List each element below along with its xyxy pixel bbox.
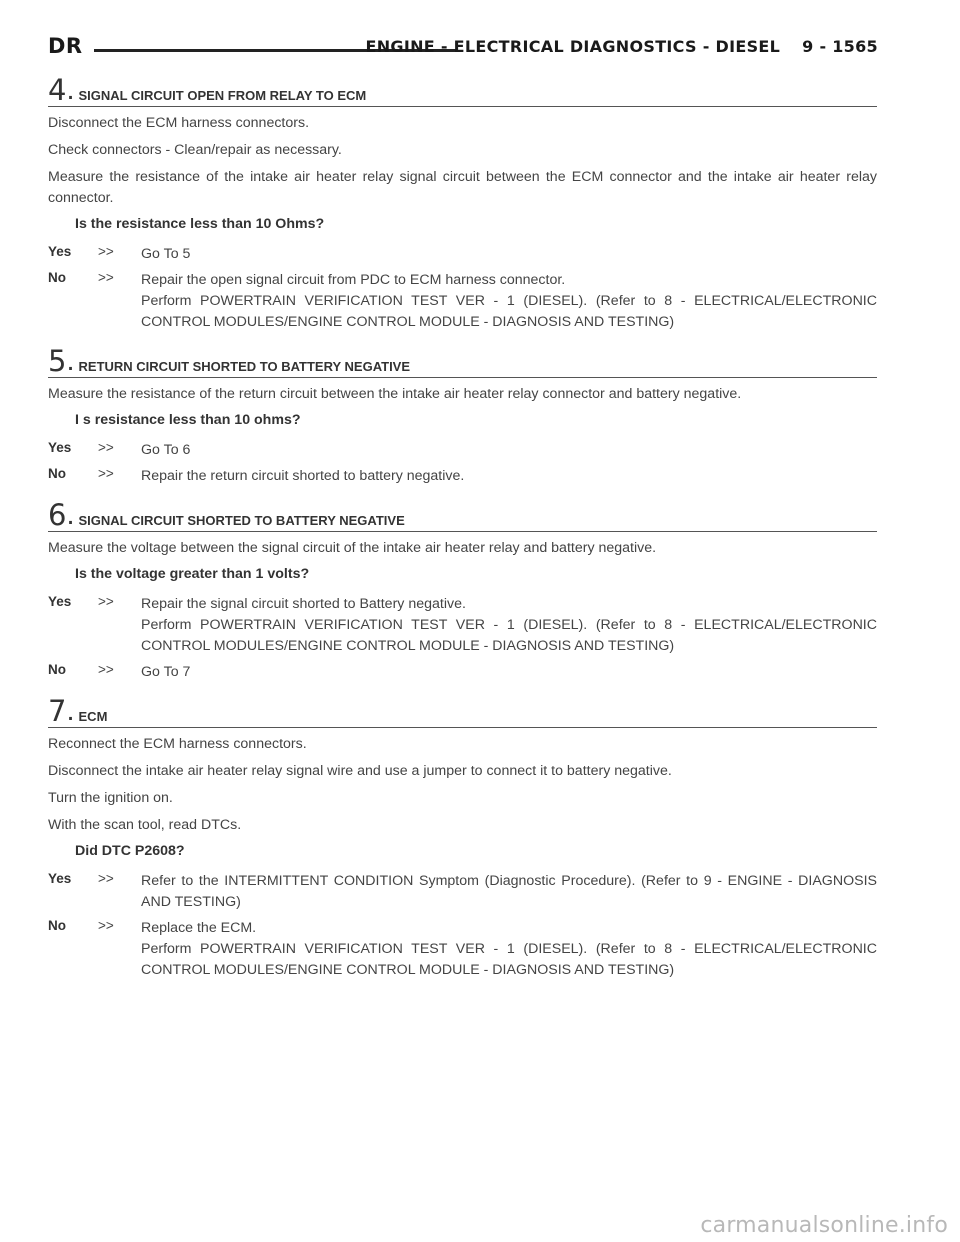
instruction-text: With the scan tool, read DTCs. [48,817,242,833]
test-question: Is the resistance less than 10 Ohms? [75,216,325,232]
step-section [48,498,877,697]
answer-body [141,591,877,657]
step-heading [48,498,877,532]
answer-line: Go To 6 [141,442,191,458]
step-section [48,344,877,501]
step-section [48,73,877,347]
answer-line: Repair the return circuit shorted to battery negative. [141,468,465,484]
step-title: SIGNAL CIRCUIT SHORTED TO BATTERY NEGATIVE [78,513,405,528]
answer-row [48,591,877,657]
step-number-dot: . [66,695,75,727]
answer-key: Yes [48,871,72,886]
step-heading [48,73,877,107]
answer-line: Perform POWERTRAIN VERIFICATION TEST VER - 1 (DIESEL). (Refer to 8 - ELECTRICAL/ELECTRONIC CONTROL MODULES/ENGINE CONTROL MODULE - DIAGNOSIS AND TESTING) [141,293,877,330]
answer-arrow: >> [98,662,114,677]
answer-key: Yes [48,244,72,259]
instruction-text: Disconnect the ECM harness connectors. [48,115,310,131]
instruction-text: Reconnect the ECM harness connectors. [48,736,307,752]
answer-line: Refer to the INTERMITTENT CONDITION Symptom (Diagnostic Procedure). (Refer to 9 - ENGINE - DIAGNOSIS AND TESTING) [141,873,877,910]
instruction-text: Disconnect the intake air heater relay signal wire and use a jumper to connect it to battery negative. [48,763,672,779]
answer-row [48,241,877,265]
answer-body [141,463,877,487]
test-question: Is the voltage greater than 1 volts? [75,566,310,582]
watermark-text: carmanualsonline.info [700,1213,948,1238]
step-title: RETURN CIRCUIT SHORTED TO BATTERY NEGATIVE [78,359,411,374]
step-number-dot: . [66,499,75,531]
answer-body [141,267,877,333]
answer-arrow: >> [98,440,114,455]
instruction-text: Turn the ignition on. [48,790,173,806]
answer-body [141,915,877,981]
step-number: 6 [48,498,67,532]
answer-arrow: >> [98,871,114,886]
answer-arrow: >> [98,918,114,933]
step-number: 5 [48,344,67,378]
step-number-dot: . [66,74,75,106]
answer-row [48,437,877,461]
instruction-text: Measure the resistance of the intake air heater relay signal circuit between the ECM connector and the intake air heater relay connector. [48,169,877,206]
page-number: 9 - 1565 [802,37,878,56]
answer-body [141,241,877,265]
answer-arrow: >> [98,244,114,259]
step-title: SIGNAL CIRCUIT OPEN FROM RELAY TO ECM [78,88,367,103]
answer-arrow: >> [98,594,114,609]
answer-row [48,868,877,913]
step-number: 4 [48,73,67,107]
answer-arrow: >> [98,466,114,481]
answer-body [141,868,877,913]
answer-key: No [48,662,66,677]
step-title: ECM [78,709,108,724]
answer-line: Go To 5 [141,246,191,262]
step-section [48,694,877,995]
answer-line: Replace the ECM. [141,920,257,936]
step-heading [48,694,877,728]
manual-code: DR [48,34,83,58]
page-header [48,34,878,64]
answer-key: Yes [48,594,72,609]
answer-line: Repair the open signal circuit from PDC to ECM harness connector. [141,272,566,288]
answer-key: No [48,918,66,933]
answer-row [48,463,877,487]
answer-body [141,437,877,461]
answer-arrow: >> [98,270,114,285]
instruction-text: Measure the voltage between the signal circuit of the intake air heater relay and battery negative. [48,540,657,556]
test-question: Did DTC P2608? [75,843,185,859]
answer-line: Perform POWERTRAIN VERIFICATION TEST VER - 1 (DIESEL). (Refer to 8 - ELECTRICAL/ELECTRONIC CONTROL MODULES/ENGINE CONTROL MODULE - DIAGNOSIS AND TESTING) [141,617,877,654]
answer-row [48,659,877,683]
answer-key: Yes [48,440,72,455]
instruction-text: Check connectors - Clean/repair as necessary. [48,142,342,158]
answer-key: No [48,270,66,285]
header-title-block [365,37,878,56]
answer-line: Perform POWERTRAIN VERIFICATION TEST VER - 1 (DIESEL). (Refer to 8 - ELECTRICAL/ELECTRONIC CONTROL MODULES/ENGINE CONTROL MODULE - DIAGNOSIS AND TESTING) [141,941,877,978]
step-heading [48,344,877,378]
answer-key: No [48,466,66,481]
step-number: 7 [48,694,67,728]
document-body [48,73,877,995]
answer-line: Repair the signal circuit shorted to Battery negative. [141,596,466,612]
answer-row [48,915,877,981]
step-number-dot: . [66,345,75,377]
answer-line: Go To 7 [141,664,191,680]
instruction-text: Measure the resistance of the return circuit between the intake air heater relay connector and battery negative. [48,386,742,402]
test-question: I s resistance less than 10 ohms? [75,412,301,428]
answer-row [48,267,877,333]
section-title: ENGINE - ELECTRICAL DIAGNOSTICS - DIESEL [365,37,781,56]
answer-body [141,659,877,683]
